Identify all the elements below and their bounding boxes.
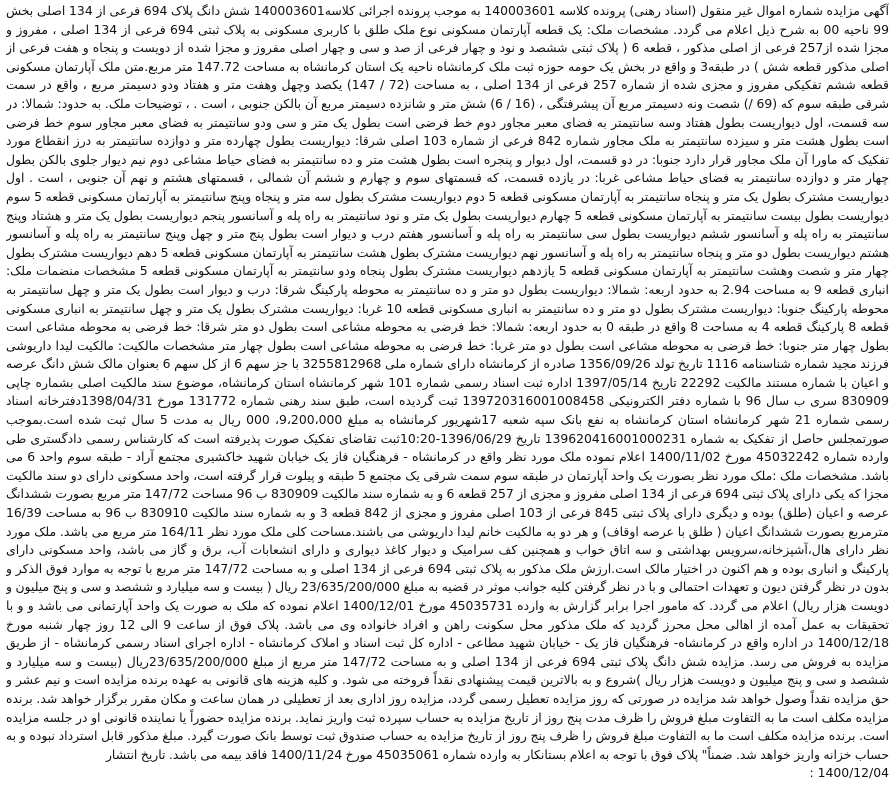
auction-notice	[6, 2, 889, 809]
publication-date: 1400/12/04 :	[809, 765, 889, 781]
notice-body-text: آگهی مزایده شماره اموال غیر منقول (اسناد رهنی) پرونده کلاسه 140003601 به موجب پرونده اجرائی کلاسه140003601 شش دانگ پلاک 694 فرعی از 134 اصلی بخش 99 ناحیه 00 به شرح ذیل اعلام می گردد. مشخصات ملک: یک قطعه آپارتمان مسکونی نوع ملک طلق با کاربری مسکونی به پلاک ثبتی 694 فرعی از 134 اصلی ، مفروز و مجزا شده از257 فرعی از اصلی مذکور ، قطعه 6 ( پلاک ثبتی ششصد و نود و چهار فرعی از صد و سی و چهار اصلی مفروز و مجزا شده از دویست و پنجاه و هفت فرعی از اصلی مذکور قطعه شش ) در طبقه3 و واقع در بخش یک حومه حوزه ثبت ملک کرمانشاه ناحیه یک استان کرمانشاه به مساحت 147.72 متر مربع.متن ملک آپارتمان مسکونی قطعه ششم تفکیکی مفروز و مجزی شده از شماره 257 فرعی از 134 اصلی ، به مساحت (72 / 147) یکصد وچهل وهفت متر و هفتاد ودو دسیمتر مربع ، واقع در سمت شرقی طبقه سوم که (69 /) شصت ونه دسیمتر مربع آن پیشرفتگی ، (16 / 6) شش متر و شانزده دسیمتر مربع آن بالکن جنوبی ، است . ، توضیحات ملک. به حدود: شمالا: در سه قسمت، اول دیواریست بطول هفتاد وسه سانتیمتر به فضای معبر مجاور دوم خط فرضی است بطول یک متر و سی ودو سانتیمتر به فضای معبر مجاور سوم خط فرضی است بطول هشت متر و سیزده سانتیمتر به ملک مجاور شماره 842 فرعی از شماره 103 اصلی شرقا: دیواریست بطول چهارده متر و دوازده سانتیمتر به درز انقطاع مورد تفکیک که ماورا آن ملک مجاور قرار دارد جنوبا: در دو قسمت، اول دیوار و پنجره است بطول هشت متر و ده سانتیمتر به فضای حیاط مشاعی دوم نیم دیوار جلوی بالکن بطول چهار متر و دوازده سانتیمتر به فضای حیاط مشاعی غربا: در یازده قسمت، که قسمتهای سوم و چهارم و ششم آن شمالی ، قسمتهای هشتم و نهم آن جنوبی ، است . اول دیواریست مشترک بطول یک متر و پنجاه سانتیمتر به آپارتمان مسکونی قطعه 5 دوم دیواریست مشترک بطول سه متر و پنجاه وپنج سانتیمتر به آپارتمان مسکونی قطعه 5 سوم دیواریست بطول بیست سانتیمتر به آپارتمان مسکونی قطعه 5 چهارم دیواریست بطول یک متر و نود سانتیمتر به راه پله و آسانسور پنجم دیواریست بطول یک متر و هشتاد وپنج سانتیمتر به راه پله و آسانسور ششم دیواریست بطول سی سانتیمتر به راه پله و آسانسور هفتم درب و دیوار است بطول پنج متر و چهل وپنج سانتیمتر به راه پله و آسانسور هشتم دیواریست بطول دو متر و پنجاه سانتیمتر به راه پله و آسانسور نهم دیواریست مشترک بطول هشت سانتیمتر به آپارتمان مسکونی قطعه 5 دهم دیواریست مشترک بطول چهار متر و شصت وهشت سانتیمتر به آپارتمان مسکونی قطعه 5 یازدهم دیواریست مشترک بطول پنجاه ودو سانتیمتر به آپارتمان مسکونی قطعه 5 مشخصات منضمات ملک: انباری قطعه 9 به مساحت 2.94 به حدود اربعه: شمالا: دیواریست بطول دو متر و ده سانتیمتر به محوطه پارکینگ شرقا: درب و دیوار است بطول یک متر و چهل سانتیمتر به محوطه پارکینگ جنوبا: دیواریست مشترک بطول دو متر و ده سانتیمتر به انباری مسکونی قطعه 10 غربا: دیواریست مشترک بطول یک متر و چهل سانتیمتر به انباری مسکونی قطعه 8 پارکینگ قطعه 4 به مساحت 8 واقع در طبقه 0 به حدود اربعه: شمالا: خط فرضی به محوطه مشاعی است بطول دو متر شرقا: خط فرضی به محوطه مشاعی است بطول چهار متر جنوبا: خط فرضی به محوطه مشاعی است بطول دو متر غربا: خط فرضی به محوطه مشاعی است بطول چهار متر مشخصات مالکیت: مالکیت لیدا داریوشی فرزند مجید شماره شناسنامه 1116 تاریخ تولد 1356/09/26 صادره از کرمانشاه دارای شماره ملی 3255812968 با جز سهم 6 از کل سهم 6 بعنوان مالک شش دانگ عرصه و اعیان با شماره مستند مالکیت 22292 تاریخ 1397/05/14 اداره ثبت اسناد رسمی شماره 101 شهر کرمانشاه استان کرمانشاه، موضوع سند مالکیت اصلی بشماره چاپی 830909 سری ب سال 96 با شماره دفتر الکترونیکی 139720316001008458 ثبت گردیده است، طبق سند رهنی شماره 131772 مورخ 1398/04/31دفترخانه اسناد رسمی شماره 21 شهر کرمانشاه استان کرمانشاه به نفع بانک سپه شعبه 17شهریور کرمانشاه به مبلغ 9،200،000، 000 ریال به مدت 5 سال ثبت شده است.بموجب صورتمجلس حاصل از تفکیک به شماره 139620416001000231 تاریخ 1396/06/29-10:20ثبت تقاضای تفکیک صورت پذیرفته است که کارشناس رسمی دادگستری طی وارده شماره 45032242 مورخ 1400/11/02 اعلام نموده ملک مورد نظر واقع در کرمانشاه - فرهنگیان فاز یک خیابان شهید خاکشیری مجتمع آراد - طبقه سوم واحد 6 می باشد. مشخصات ملک :ملک مورد نظر بصورت یک واحد آپارتمان در طبقه سوم سمت شرقی یک مجتمع 5 طبقه و پیلوت قرار گرفته است، واحد مسکونی دارای دو سند مالکیت مجزا که یکی دارای پلاک ثبتی 694 فرعی از 134 اصلی مفروز و مجزی از 257 قطعه 6 و به شماره سند مالکیت 830909 ب 96 مساحت 147/72 متر مربع بصورت ششدانگ عرصه و اعیان (طلق) بوده و دیگری دارای پلاک ثبتی 845 فرعی از 103 اصلی مفروز و مجزی از 842 قطعه 3 و به شماره سند مالکیت 830910 ب 96 به مساحت 16/39 مترمربع بصورت ششدانگ اعیان ( طلق با عرصه اوقاف) و هر دو به مالکیت خانم لیدا داریوشی می باشند.مساحت کلی ملک مورد نظر 164/11 متر مربع می باشد. ملک مورد نظر دارای هال،آشپزخانه،سرویس بهداشتی و سه اتاق خواب و همچنین کف سرامیک و دیوار کاغذ دیواری و دارای انشعابات آب، برق و گاز می باشد، واحد مسکونی دارای پارکینگ و انباری بوده و هم اکنون در اختیار مالک است.ارزش ملک مذکور به پلاک ثبتی 694 فرعی از 134 اصلی و به مساحت 147/72 متر مربع با توجه به موارد فوق الذکر و بدون در نظر گرفتن دیون و تعهدات احتمالی و با در نظر گرفتن کلیه جوانب موثر در قضیه به مبلغ 23/635/200/000 ریال ( بیست و سه میلیارد و ششصد و سی و پنج میلیون و دویست هزار ریال) اعلام می گردد. که مامور اجرا برابر گزارش به وارده 45035731 مورخ 1400/12/01 اعلام نموده که ملک به صورت یک واحد آپارتمانی می باشد و و با تحقیقات به عمل آمده از اهالی محل محرز گردید که ملک مذکور محل سکونت راهن و افراد خانواده وی می باشد. پلاک فوق از ساعت 9 الی 12 روز چهار شنبه مورخ 1400/12/18 در اداره واقع در کرمانشاه- فرهنگیان فاز یک - خیابان شهید مطاعی - اداره کل ثبت اسناد و املاک کرمانشاه - اداره اجرای اسناد رسمی کرمانشاه - از طریق مزایده به فروش می رسد. مزایده شش دانگ پلاک ثبتی 694 فرعی از 134 اصلی و به مساحت 147/72 متر مربع از مبلغ 23/635/200/000ریال (بیست و سه میلیارد و ششصد و سی و پنج میلیون و دویست هزار ریال )شروع و به بالاترین قیمت پیشنهادی نقداً فروخته می شود. و کلیه هزینه های قانونی به عهده برنده مزایده است و نیم عشر و حق مزایده نقداً وصول خواهد شد مزایده در صورتی که روز مزایده تعطیل رسمی گردد، مزایده روز اداری بعد از تعطیلی در همان ساعت و مکان مقرر برگزار خواهد شد. برنده مزایده مکلف است ما به التفاوت مبلغ فروش را ظرف مدت پنج روز از تاریخ مزایده به حساب سپرده ثبت واریز نماید. برنده مزایده حضوراً یا نماینده قانونی او در جلسه مزایده است. برنده مزایده مکلف است ما به التفاوت مبلغ فروش را ظرف پنج روز از تاریخ مزایده به حساب صندوق ثبت توسط بانک صورت گیرد. مبلغ مذکور قابل استرداد نبوده و به حساب خزانه واریز خواهد شد. ضمناً" پلاک فوق با توجه به اعلام بستانکار به وارده شماره 45035061 مورخ 1400/11/24 فاقد بیمه می باشد. تاریخ انتشار	[6, 3, 889, 762]
